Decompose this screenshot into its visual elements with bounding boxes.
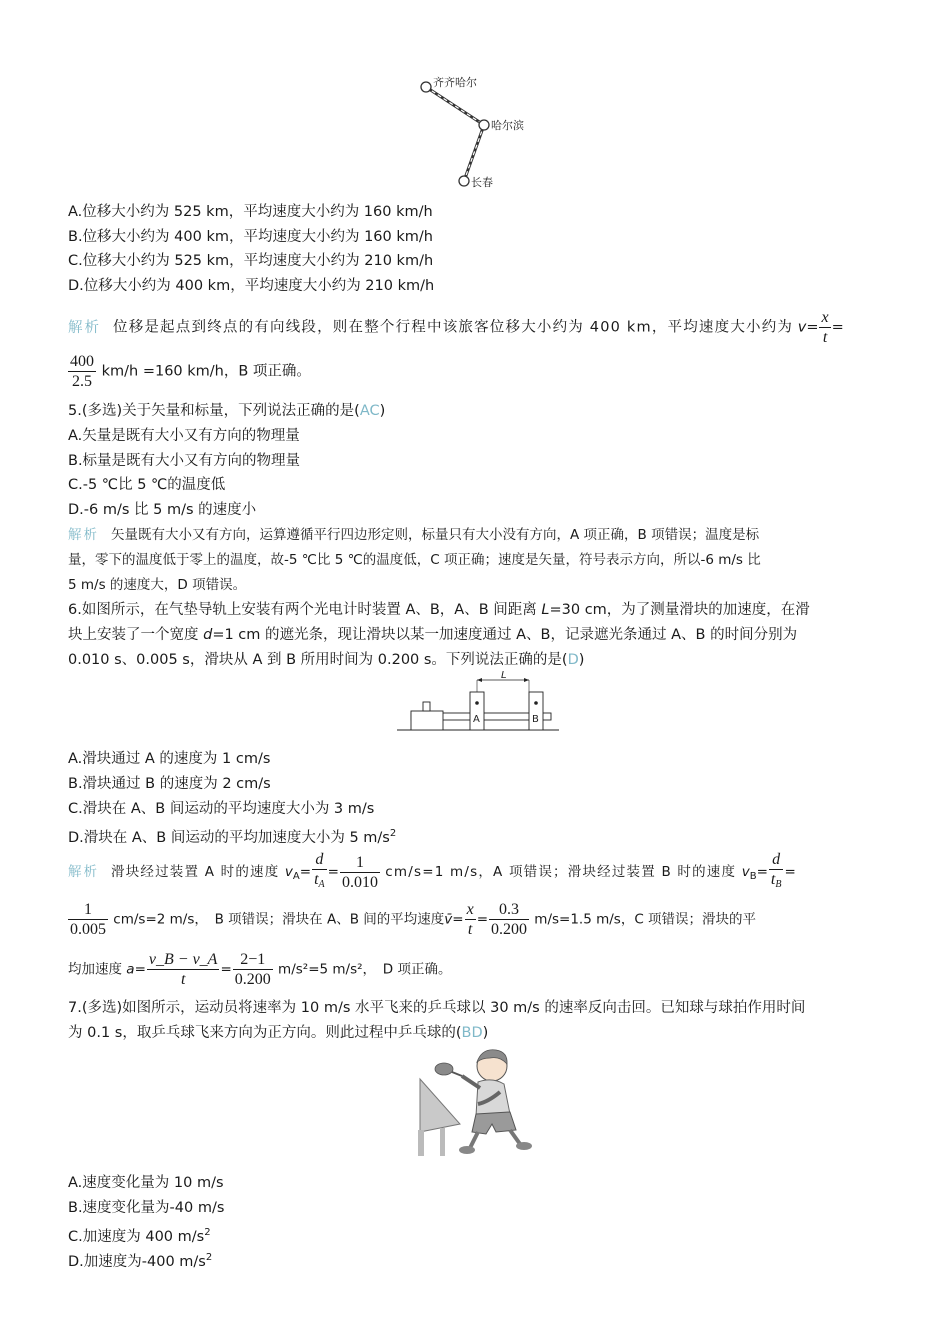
q5-stem: 5.(多选)关于矢量和标量，下列说法正确的是(AC) — [68, 403, 386, 419]
q5-option-a: A.矢量是既有大小又有方向的物理量 — [68, 428, 300, 444]
city-label-harbin: 哈尔滨 — [491, 119, 524, 132]
q7-option-b: B.速度变化量为-40 m/s — [68, 1200, 225, 1216]
q4-option-a: A.位移大小约为 525 km，平均速度大小约为 160 km/h — [68, 204, 433, 220]
q6-option-b: B.滑块通过 B 的速度为 2 cm/s — [68, 776, 271, 792]
city-marker-harbin — [479, 120, 489, 130]
q7-answer: BD — [461, 1025, 483, 1041]
city-label-qiqihar: 齐齐哈尔 — [433, 76, 477, 89]
q5-option-c: C.-5 ℃比 5 ℃的温度低 — [68, 477, 226, 493]
q6-analysis-line1: 解析 滑块经过装置 A 时的速度 $v_A=$ $\frac{d}{t_A}$ = $\frac{1}{0.010}$ cm/s=1 m/s，A 项错误；滑块经过装置 B 时的速度 $v_B=$ $\frac{d}{t_B}$ = — [68, 851, 796, 891]
q7-stem-line2: 为 0.1 s，取乒乓球飞来方向为正方向。则此过程中乒乓球的(BD) — [68, 1025, 489, 1041]
q5-option-d: D.-6 m/s 比 5 m/s 的速度小 — [68, 502, 257, 518]
q5-analysis-line1: 解析 矢量既有大小又有方向，运算遵循平行四边形定则，标量只有大小没有方向，A 项正确，B 项错误；温度是标 — [68, 527, 760, 543]
q7-option-a: A.速度变化量为 10 m/s — [68, 1175, 224, 1191]
q7-option-d: D.加速度为-400 $m/s^2$ — [68, 1252, 213, 1270]
q7-option-c: C.加速度为 400 $m/s^2$ — [68, 1227, 211, 1245]
q5-answer: AC — [359, 403, 380, 419]
table-tennis-figure — [412, 1044, 537, 1160]
air-track-figure — [393, 670, 563, 736]
city-marker-qiqihar — [421, 82, 431, 92]
analysis-tag: 解析 — [68, 319, 101, 336]
q6-stem-line3: 0.010 s、0.005 s，滑块从 A 到 B 所用时间为 0.200 s。下列说法正确的是(D) — [68, 652, 585, 668]
light-shield — [423, 702, 430, 711]
fig-label-B: B — [532, 714, 539, 725]
q4-analysis-line1: 解析 位移是起点到终点的有向线段，则在整个行程中该旅客位移大小约为 400 km，平均速度大小约为 v= $\frac{x}{t}$ = — [68, 309, 844, 346]
city-marker-changchun — [459, 176, 469, 186]
q6-option-d: D.滑块在 A、B 间运动的平均加速度大小为 5 $m/s^2$ — [68, 828, 397, 846]
city-label-changchun: 长春 — [471, 176, 493, 189]
q7-stem-line1: 7.(多选)如图所示，运动员将速率为 10 m/s 水平飞来的乒乓球以 30 m/s 的速率反向击回。已知球与球拍作用时间 — [68, 1000, 806, 1016]
q4-option-b: B.位移大小约为 400 km，平均速度大小约为 160 km/h — [68, 229, 433, 245]
q4-option-c: C.位移大小约为 525 km，平均速度大小约为 210 km/h — [68, 253, 434, 269]
route-map-figure — [400, 70, 560, 195]
q5-analysis-line2: 量，零下的温度低于零上的温度，故-5 ℃比 5 ℃的温度低，C 项正确；速度是矢量，符号表示方向，所以-6 m/s 比 — [68, 552, 761, 568]
slider-block — [411, 711, 443, 730]
q4-option-d: D.位移大小约为 400 km，平均速度大小约为 210 km/h — [68, 278, 435, 294]
q5-analysis-line3: 5 m/s 的速度大，D 项错误。 — [68, 577, 247, 593]
q6-option-a: A.滑块通过 A 的速度为 1 cm/s — [68, 751, 271, 767]
q6-analysis-line2: $\frac{1}{0.005}$ cm/s=2 m/s， B 项错误；滑块在 A、B 间的平均速度v̄= $\frac{x}{t}$ = $\frac{0.3}{0.200}$ m/s=1.5 m/s，C 项错误；滑块的平 — [70, 901, 757, 938]
fraction-400-over-2.5: $\frac{400}{2.5}$ — [70, 353, 94, 390]
q6-stem-line2: 块上安装了一个宽度 d=1 cm 的遮光条，现让滑块以某一加速度通过 A、B，记录遮光条通过 A、B 的时间分别为 — [68, 627, 798, 643]
q6-answer: D — [567, 652, 579, 668]
q6-stem-line1: 6.如图所示，在气垫导轨上安装有两个光电计时装置 A、B，A、B 间距离 L=30 cm，为了测量滑块的加速度，在滑 — [68, 602, 810, 618]
analysis-tag: 解析 — [68, 527, 99, 543]
fraction-x-over-t: $\frac{x}{t}$ — [821, 309, 829, 346]
fig-label-L: L — [501, 670, 507, 681]
analysis-tag: 解析 — [68, 864, 99, 880]
paddle — [435, 1063, 453, 1075]
q4-analysis-line2: $\frac{400}{2.5}$ km/h =160 km/h，B 项正确。 — [70, 353, 311, 390]
q6-analysis-line3: 均加速度 a= $\frac{v\_B - v\_A}{t}$ = $\frac{2-1}{0.200}$ m/s²=5 m/s²， D 项正确。 — [68, 951, 452, 988]
fig-label-A: A — [473, 714, 480, 725]
q6-option-c: C.滑块在 A、B 间运动的平均速度大小为 3 m/s — [68, 801, 375, 817]
q5-option-b: B.标量是既有大小又有方向的物理量 — [68, 453, 301, 469]
